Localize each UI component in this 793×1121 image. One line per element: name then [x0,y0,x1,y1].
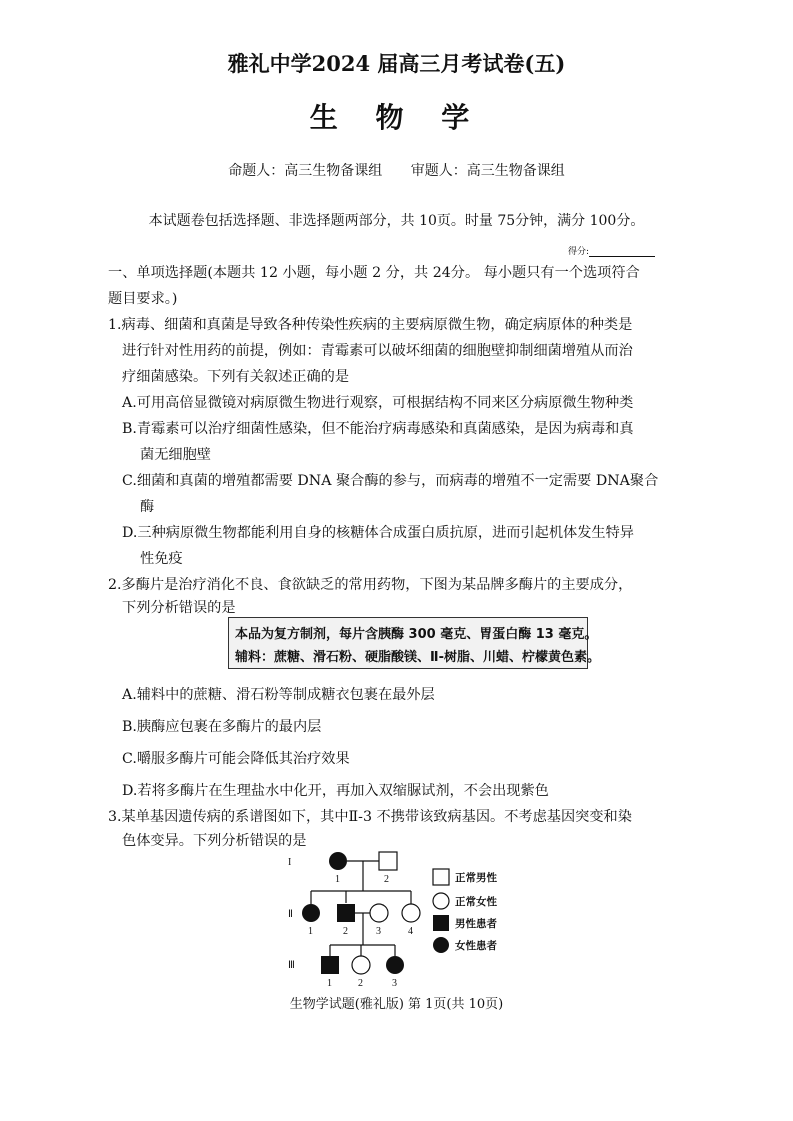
authors-line [0,160,793,180]
q1-stem-3: 疗细菌感染。下列有关叙述正确的是 [122,369,350,385]
pedigree-chart [283,845,513,990]
gen3-male-affected [321,956,339,974]
gen-label-3: Ⅲ [288,960,295,971]
q2-option-d: D.若将多酶片在生理盐水中化开，再加入双缩脲试剂，不会出现紫色 [122,783,549,799]
ingredient-box [228,617,600,669]
subject-title: 生 物 学 [309,101,484,134]
page-footer: 生物学试题(雅礼版) 第 1页(共 10页) [289,997,504,1012]
legend-normal-female-icon [433,893,449,909]
q2-option-a: A.辅料中的蔗糖、滑石粉等制成糖衣包裹在最外层 [122,687,435,703]
reviewer-label: 审题人：高三生物备课组 [410,163,565,179]
gen1-num-2: 2 [384,874,389,885]
legend-normal-female: 正常女性 [455,896,497,908]
gen2-num-4: 4 [408,926,413,937]
q3-stem: 3.某单基因遗传病的系谱图如下，其中Ⅱ-3 不携带该致病基因。不考虑基因突变和染 [108,809,632,825]
q2-stem-2: 下列分析错误的是 [122,600,236,616]
exam-title: 雅礼中学2024 届高三月考试卷(五) [227,51,566,76]
q1-option-c: C.细菌和真菌的增殖都需要 DNA 聚合酶的参与，而病毒的增殖不一定需要 DNA聚合 [122,473,659,489]
legend-affected-male: 男性患者 [455,918,497,930]
gen3-female-normal [352,956,370,974]
q3-stem-2: 色体变异。下列分析错误的是 [122,833,307,849]
gen2-num-1: 1 [308,926,313,937]
q2-option-c: C.嚼服多酶片可能会降低其治疗效果 [122,751,350,767]
legend-affected-female: 女性患者 [455,940,497,952]
exam-intro: 本试题卷包括选择题、非选择题两部分，共 10页。时量 75分钟，满分 100分。 [148,213,645,229]
gen1-male-normal [379,852,397,870]
ingredient-line-1: 本品为复方制剂，每片含胰酶 300 毫克、胃蛋白酶 13 毫克。 [235,627,598,642]
q1-option-b: B.青霉素可以治疗细菌性感染，但不能治疗病毒感染和真菌感染，是因为病毒和真 [122,421,634,437]
score-field [568,244,655,257]
legend-normal-male: 正常男性 [455,872,497,884]
q2-stem: 2.多酶片是治疗消化不良、食欲缺乏的常用药物，下图为某品牌多酶片的主要成分， [108,577,633,593]
q1-option-d-cont: 性免疫 [140,551,183,567]
legend-affected-female-icon [433,937,449,953]
gen2-num-3: 3 [376,926,381,937]
score-blank [589,248,655,257]
gen3-num-2: 2 [358,978,363,989]
gen3-female-affected [386,956,404,974]
gen2-female-normal [370,904,388,922]
gen-label-2: Ⅱ [288,909,293,920]
gen2-num-2: 2 [343,926,348,937]
score-label: 得分: [568,247,590,257]
ingredient-line-2: 辅料：蔗糖、滑石粉、硬脂酸镁、Ⅱ-树脂、川蜡、柠檬黄色素。 [235,650,600,665]
gen2-male-affected [337,904,355,922]
legend-affected-male-icon [433,915,449,931]
q1-stem: 1.病毒、细菌和真菌是导致各种传染性疾病的主要病原微生物，确定病原体的种类是 [108,317,633,333]
q1-option-c-cont: 酶 [140,499,155,515]
q1-option-a: A.可用高倍显微镜对病原微生物进行观察，可根据结构不同来区分病原微生物种类 [122,395,634,411]
section-heading: 一、单项选择题(本题共 12 小题，每小题 2 分，共 24分。 每小题只有一个选项符合 [108,265,640,281]
q1-stem-2: 进行针对性用药的前提，例如：青霉素可以破坏细菌的细胞壁抑制细菌增殖从而治 [122,343,633,359]
gen3-num-3: 3 [392,978,397,989]
section-heading-cont: 题目要求。) [108,291,178,307]
gen2-female-normal [402,904,420,922]
gen1-num-1: 1 [335,874,340,885]
gen2-female-affected [302,904,320,922]
gen1-female-affected [329,852,347,870]
gen3-num-1: 1 [327,978,332,989]
legend-normal-male-icon [433,869,449,885]
setter-label: 命题人：高三生物备课组 [228,163,383,179]
q2-option-b: B.胰酶应包裹在多酶片的最内层 [122,719,322,735]
q1-option-b-cont: 菌无细胞壁 [140,447,211,463]
gen-label-1: I [288,857,292,868]
q1-option-d: D.三种病原微生物都能利用自身的核糖体合成蛋白质抗原，进而引起机体发生特异 [122,525,634,541]
